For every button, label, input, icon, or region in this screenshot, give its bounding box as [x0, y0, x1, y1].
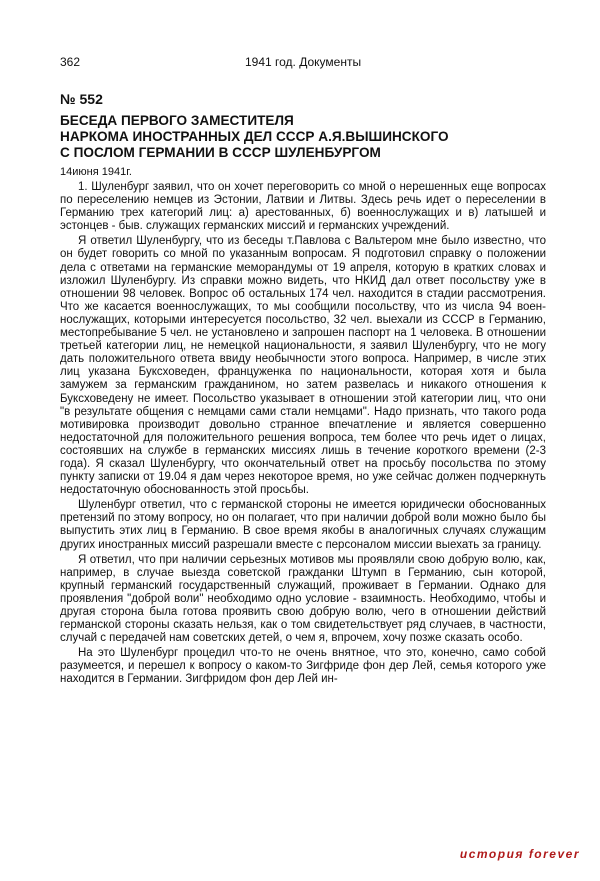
page-header — [60, 55, 550, 73]
paragraph: 1. Шуленбург заявил, что он хочет переговорить со мной о нерешенных еще вопросах по переселению немцев из Эстонии, Латвии и Литвы. Здесь речь идет о переселении в Германию трех категорий лиц: а) арестованных, б) военнослужащих и в) латышей и эстонцев - быв. служащих германских миссий и германских учреждений. — [60, 181, 546, 233]
paragraph: Я ответил, что при наличии серьезных мотивов мы проявляли свою добрую волю, как, например, в случае выезда советской гражданки Штумп в Германию, сын которой, крупный германский государственный служащий, проживает в Германии. Однако для проявления "доброй воли" необходимо одно условие - взаимность. Необходимо, чтобы и другая сторона была готова проявить свою добрую волю, чего в отношении действий германской стороны сказать нельзя, как о том свидетельствует ряд случаев, в частности, случай с передачей нам советских детей, о чем я, впрочем, хочу позже сказать особо. — [60, 553, 546, 645]
title-line: С ПОСЛОМ ГЕРМАНИИ В СССР ШУЛЕНБУРГОМ — [60, 145, 381, 160]
paragraph: На это Шуленбург процедил что-то не очень внятное, что это, конечно, само собой разумеется, и перешел к вопросу о каком-то Зигфриде фон дер Лей, семья которого уже находится в Германии. Зигфридом фон дер Лей ин- — [60, 647, 546, 686]
running-title: 1941 год. Документы — [245, 55, 362, 69]
document-number: № 552 — [60, 91, 103, 107]
title-line: БЕСЕДА ПЕРВОГО ЗАМЕСТИТЕЛЯ — [60, 113, 294, 128]
document-title — [60, 113, 540, 161]
page-number: 362 — [60, 55, 81, 69]
document-date: 14июня 1941г. — [60, 166, 132, 178]
paragraph: Шуленбург ответил, что с германской стороны не имеется юридически обоснованных претензий по этому вопросу, но он полагает, что при наличии доброй воли можно было бы выпустить этих лиц в Германию. В свое время якобы в аналогичных случаях служащим других иностранных миссий разрешали вместе с персоналом миссии выехать за границу. — [60, 499, 546, 551]
document-body — [60, 181, 546, 687]
watermark: история forever — [459, 847, 580, 861]
paragraph: Я ответил Шуленбургу, что из беседы т.Павлова с Вальтером мне было известно, что он будет говорить со мной по указанным вопросам. Я подготовил справку о положении дела с ответами на германские меморандумы от 19 апреля, которую в кратких словах и изложил Шуленбургу. Из справки можно видеть, что НКИД дал ответ посольству уже в отношении 98 человек. Вопрос об остальных 174 чел. находится в стадии рассмотрения. Что же касается военнослужащих, то мы сообщили посольству, что из числа 94 военнослужащих, которыми интересуется посольство, 32 чел. выехали из СССР в Германию, местопребывание 5 чел. не установлено и запрошен паспорт на 1 человека. В отношении третьей категории лиц, не немецкой национальности, я заявил Шуленбургу, что не могу дать положительного ответа ввиду необычности этого вопроса. Например, в числе этих лиц указана Буксховеден, француженка по национальности, которая хотя и была замужем за германским гражданином, но затем развелась и никакого отношения к Буксховедену не имеет. Посольство указывает в отношении этой категории лиц, что они "в результате общения с немцами сами стали немцами". Надо признать, что такого рода мотивировка производит довольно странное впечатление и является совершенно недостаточной для положительного решения вопроса, тем более что речь идет о лицах, состоявших на службе в германских миссиях лишь в течение короткого времени (2-3 года). Я сказал Шуленбургу, что окончательный ответ на просьбу посольства по этому пункту записки от 19.04 я дам через некоторое время, но уже сейчас должен подчеркнуть недостаточную обоснованность этой просьбы. — [60, 235, 546, 497]
title-line: НАРКОМА ИНОСТРАННЫХ ДЕЛ СССР А.Я.ВЫШИНСКОГО — [60, 129, 449, 144]
